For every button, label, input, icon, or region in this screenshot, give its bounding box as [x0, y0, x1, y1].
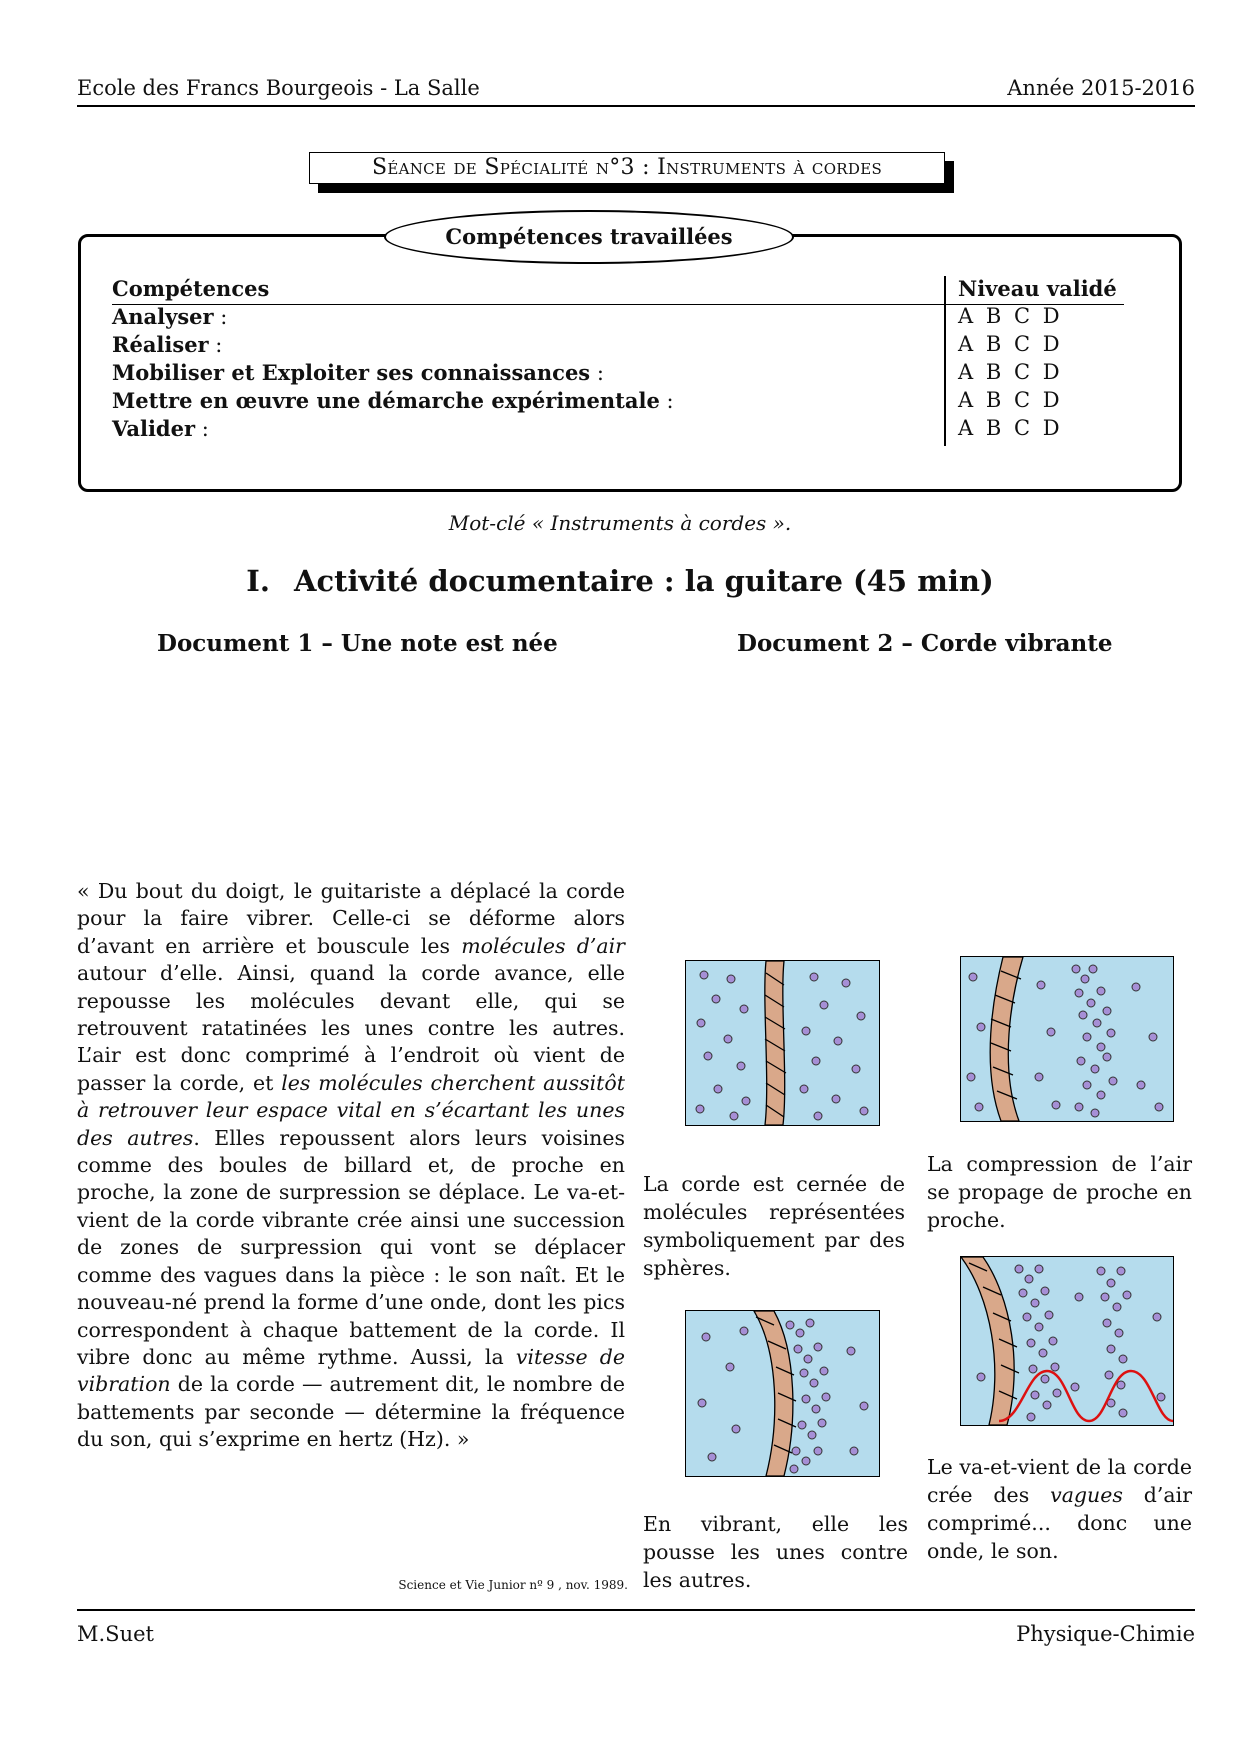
footer-subject: Physique-Chimie [1016, 1622, 1195, 1646]
competence-level: A B C D [958, 416, 1063, 440]
caption-figure-2: La compression de l’air se propage de proche en proche. [927, 1152, 1192, 1232]
header-rule [77, 105, 1195, 107]
competences-header: Compétences [112, 276, 270, 301]
string-rope [765, 961, 786, 1125]
competence-row: Valider : [112, 416, 209, 441]
session-title-part1: Séance de Spécialité n°3 [371, 155, 635, 180]
session-title-part2: : Instruments à cordes [642, 155, 883, 180]
section-heading: I. Activité documentaire : la guitare (45 min) [246, 564, 994, 598]
footer-author: M.Suet [77, 1622, 154, 1646]
string-rope [990, 957, 1023, 1121]
competence-level: A B C D [958, 360, 1063, 384]
document-1-title: Document 1 – Une note est née [157, 630, 558, 657]
string-rope [754, 1311, 796, 1476]
keyword-line: Mot-clé « Instruments à cordes ». [448, 511, 792, 535]
document-2-title: Document 2 – Corde vibrante [737, 630, 1113, 657]
figure-compression-propagates [960, 956, 1174, 1122]
figure-string-at-rest [685, 960, 880, 1126]
competences-box-title: Compétences travaillées [384, 210, 794, 264]
competence-level: A B C D [958, 304, 1063, 328]
caption-figure-1: La corde est cernée de molécules représentées symboliquement par des sphères. [643, 1172, 905, 1280]
caption-figure-4: Le va-et-vient de la corde crée des vagues d’air comprimé... donc une onde, le son. [927, 1455, 1192, 1563]
sound-wave-curve [999, 1371, 1173, 1421]
competence-row: Mobiliser et Exploiter ses connaissances : [112, 360, 604, 385]
caption-figure-3: En vibrant, elle les pousse les unes contre les autres. [643, 1512, 908, 1592]
session-title [309, 152, 945, 184]
competence-row: Analyser : [112, 304, 228, 329]
competence-level: A B C D [958, 388, 1063, 412]
competences-column-divider [944, 276, 946, 446]
figure-sound-wave [960, 1256, 1174, 1426]
figure-string-pushes [685, 1310, 880, 1477]
document-1-quote: « Du bout du doigt, le guitariste a déplacé la corde pour la faire vibrer. Celle-ci se déforme alors d’avant en arrière et bouscule les molécules d’air autour d’elle. Ainsi, quand la corde avance, elle repousse les molécules devant elle, qui se retrouvent ratatinées les unes contre les autres. L’air est donc comprimé à l’endroit où vient de passer la corde, et les molécules cherchent aussitôt à retrouver leur espace vital en s’écartant les unes des autres. Elles repoussent alors leurs voisines comme des boules de billard et, de proche en proche, la zone de surpression se déplace. Le va-et- vient de la corde vibrante crée ainsi une succession de zones de surpression qui vont se déplacer comme des vagues dans la pièce : le son naît. Et le nouveau-né prend la forme d’une onde, dont les pics correspondent à chaque battement de la corde. Il vibre donc au même rythme. Aussi, la vitesse de vibration de la corde — autrement dit, le nombre de battements par seconde — détermine la fréquence du son, qui s’exprime en hertz (Hz). » [77, 879, 626, 1452]
competence-row: Mettre en œuvre une démarche expérimentale : [112, 388, 674, 413]
header-year: Année 2015-2016 [1007, 76, 1195, 100]
document-1-source: Science et Vie Junior nº 9 , nov. 1989. [398, 1578, 628, 1592]
header-school: Ecole des Francs Bourgeois - La Salle [77, 76, 480, 100]
competence-level: A B C D [958, 332, 1063, 356]
footer-rule [77, 1609, 1195, 1611]
level-header: Niveau validé [958, 276, 1117, 301]
competence-row: Réaliser : [112, 332, 223, 357]
string-rope [961, 1257, 1019, 1425]
